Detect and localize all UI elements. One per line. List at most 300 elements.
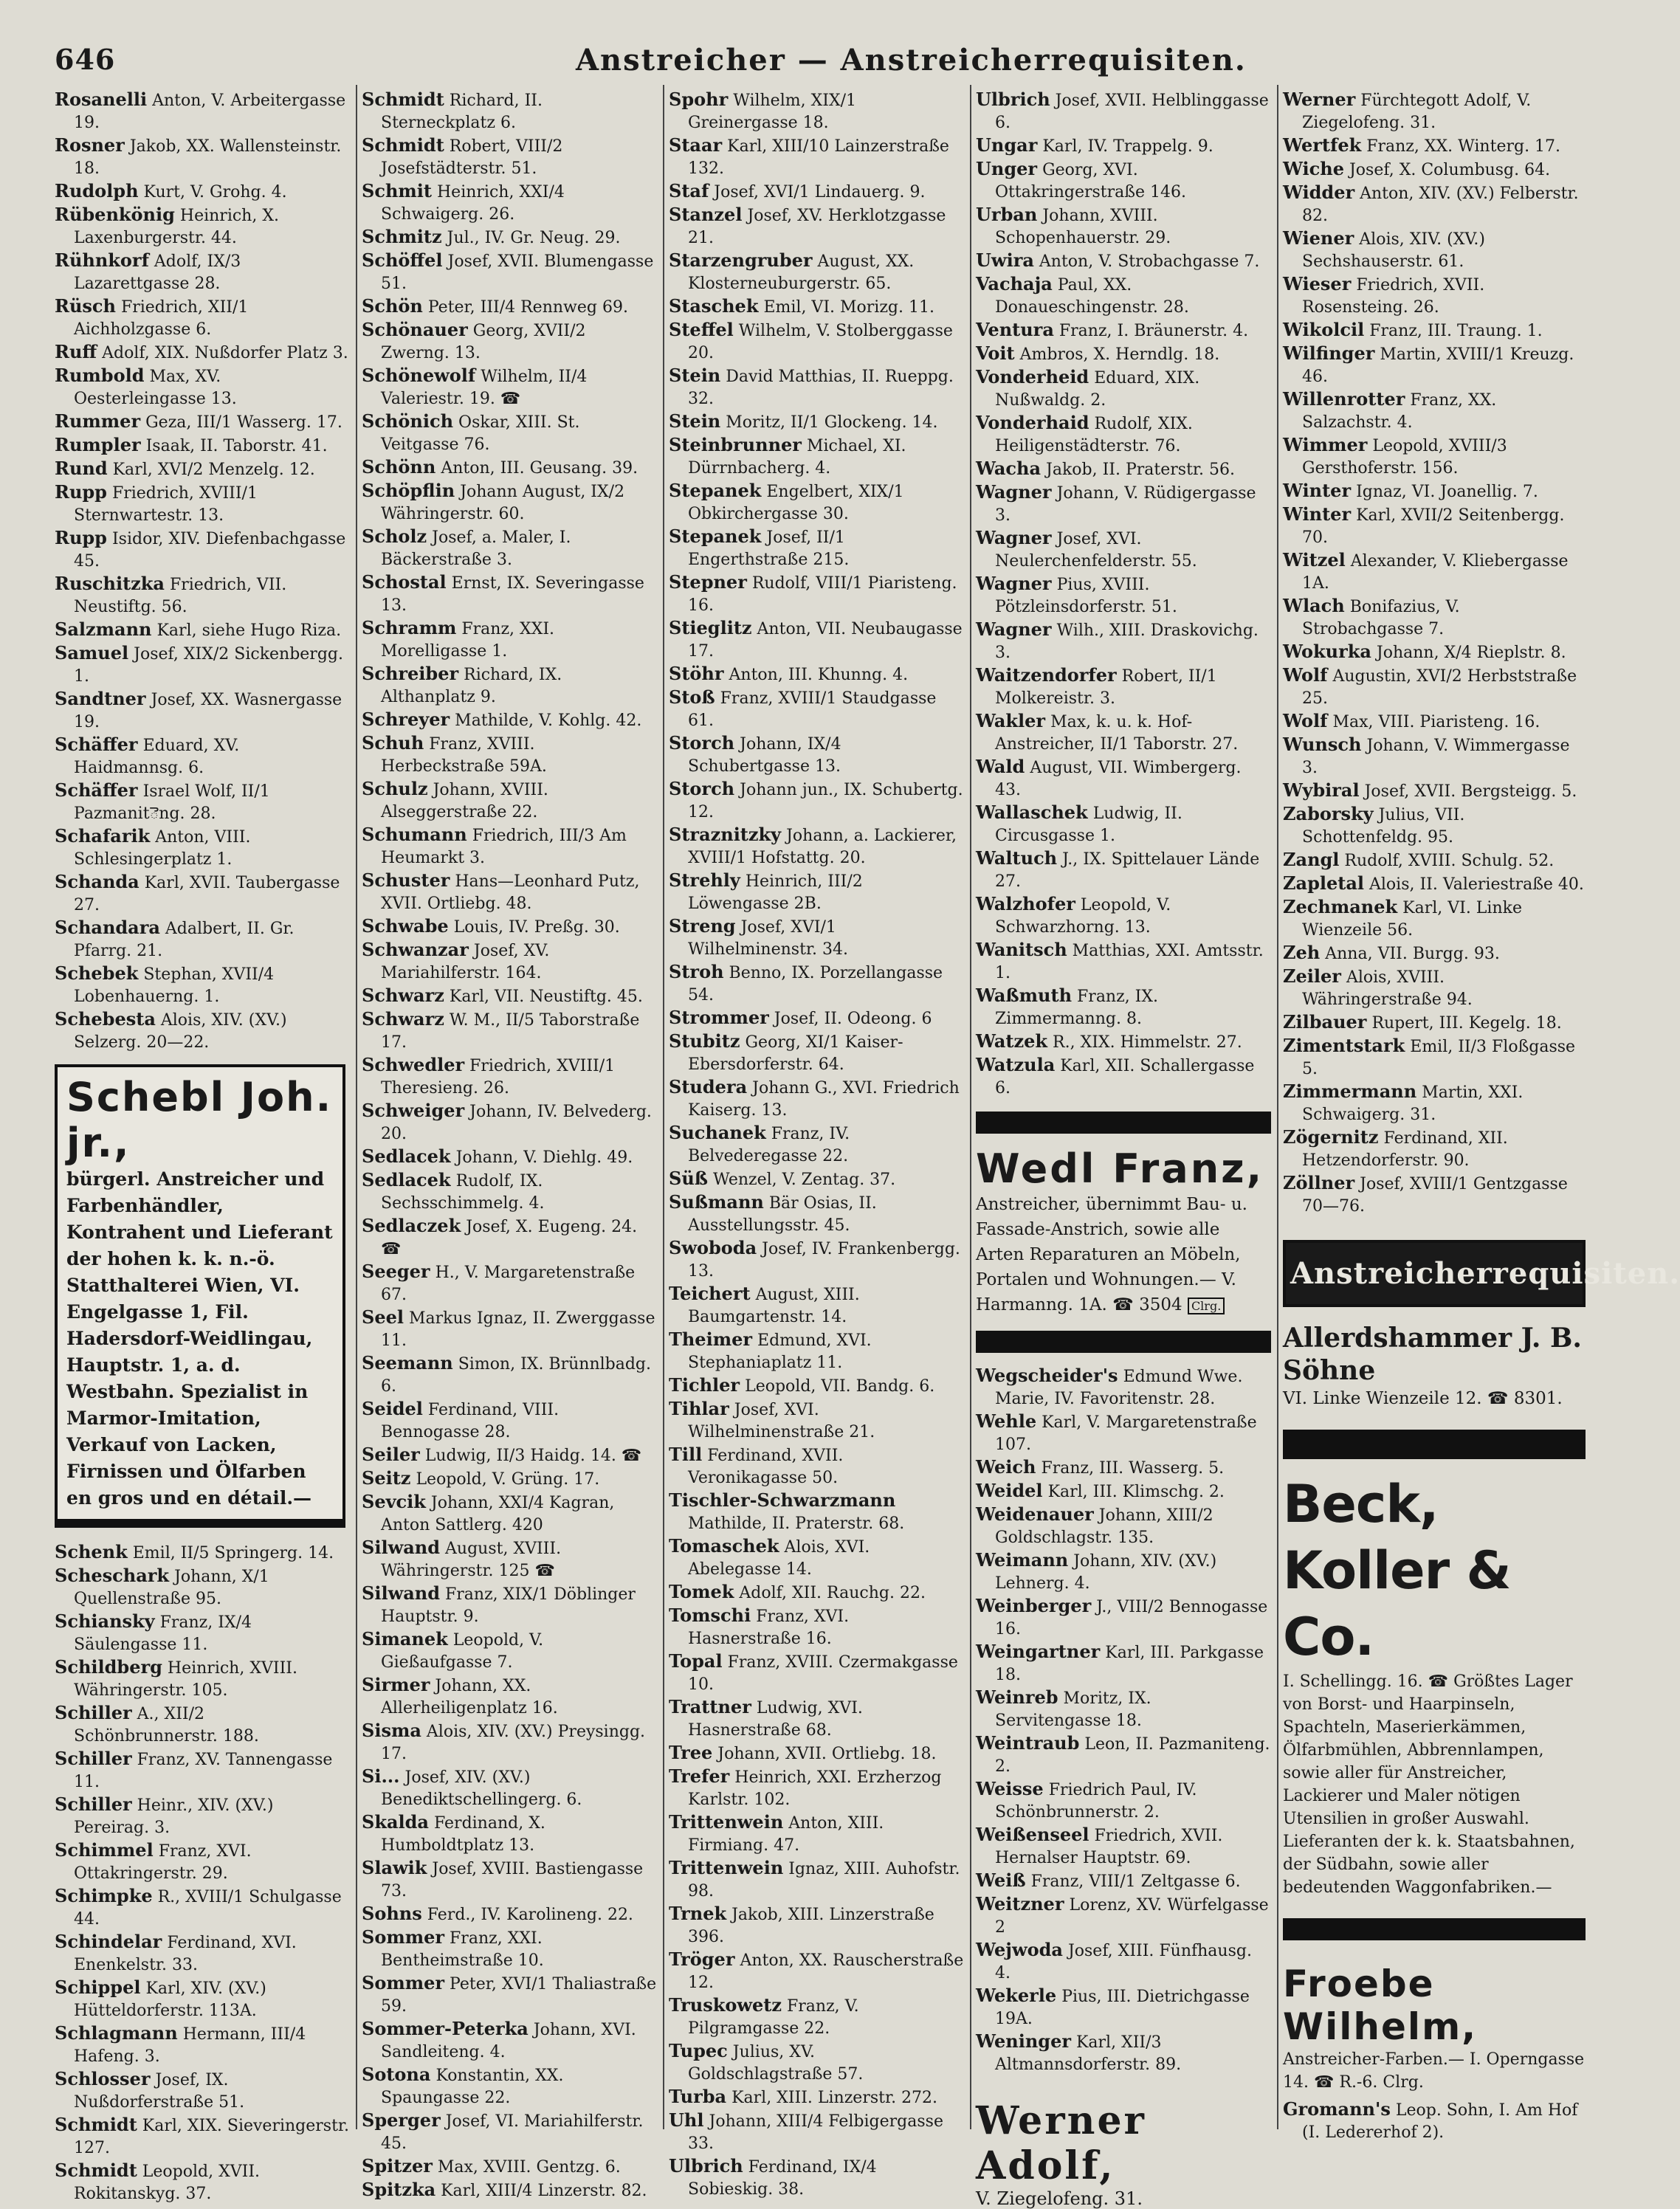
entry-name: Weinreb (976, 1686, 1058, 1708)
entry-details: Johann, IX/4 Schubertgasse 13. (688, 735, 841, 776)
entry-details: Josef, XIII. Fünfhausg. 4. (995, 1942, 1252, 1982)
list-item (362, 1765, 657, 1811)
entry-details: Karl, V. Margaretenstraße 107. (995, 1413, 1257, 1454)
entry-name: Schäffer (55, 734, 138, 755)
column-5 (1283, 89, 1680, 2142)
list-item (1283, 803, 1586, 849)
entry-details: August, XVIII. Währingerstr. 125 ☎ (381, 1540, 562, 1580)
entry-details: Michael, XI. Dürrnbacherg. 4. (688, 437, 906, 478)
entry-details: Pius, XVIII. Pötzleinsdorferstr. 51. (995, 576, 1177, 616)
entry-details: Josef, XIV. (XV.) Benediktschellingerg. 6. (381, 1768, 582, 1809)
entry-details: Jakob, XIII. Linzerstraße 396. (688, 1906, 934, 1946)
entry-name: Schenk (55, 1541, 128, 1562)
entry-name: Wacha (976, 458, 1042, 479)
entry-name: Wagner (976, 481, 1052, 503)
list-item (55, 89, 350, 134)
list-item (669, 1650, 964, 1696)
entry-name: Weninger (976, 2030, 1071, 2052)
entry-details: Josef, XVIII. Bastiengasse 73. (381, 1860, 644, 1900)
entry-details: Heinrich, III/2 Löwengasse 2B. (688, 872, 863, 913)
entry-name: Staschek (669, 295, 759, 317)
entry-details: Ignaz, XIII. Auhofstr. 98. (688, 1860, 960, 1900)
entry-details: Heinrich, XXI/4 Schwaigerg. 26. (381, 183, 565, 224)
entry-name: Wolf (1283, 664, 1328, 686)
list-item (55, 434, 350, 458)
entry-name: Steffel (669, 319, 734, 340)
entry-name: Schostal (362, 571, 447, 593)
list-item (362, 1145, 657, 1169)
section-header: Anstreicherrequisiten. (1283, 1240, 1586, 1307)
entry-details: Robert, VIII/2 Josefstädterstr. 51. (381, 137, 563, 178)
list-item (362, 134, 657, 180)
entry-details: Rudolf, IX. Sechsschimmelg. 4. (381, 1172, 545, 1213)
list-item (55, 365, 350, 410)
entry-details: Lorenz, XV. Würfelgasse 2 (995, 1896, 1269, 1937)
list-item (976, 1365, 1271, 1410)
entry-name: Uhl (669, 2109, 704, 2131)
entry-details: Alois, XVI. Abelegasse 14. (688, 1538, 870, 1579)
entry-name: Ungar (976, 134, 1038, 156)
entry-name: Weiß (976, 1869, 1026, 1891)
entry-details: Alois, XIV. (XV.) Selzerg. 20—22. (74, 1011, 287, 1052)
entry-name: Waßmuth (976, 985, 1073, 1006)
entry-name: Sotona (362, 2064, 431, 2085)
entry-name: Zilbauer (1283, 1011, 1367, 1033)
list-item (362, 1169, 657, 1215)
list-item (976, 273, 1271, 319)
entry-name: Spitzer (362, 2155, 433, 2177)
entry-name: Seel (362, 1306, 404, 1328)
list-item (669, 204, 964, 249)
entry-details: Richard, II. Sterneckplatz 6. (381, 92, 543, 132)
entry-name: Sohns (362, 1903, 422, 1924)
entry-details: Heinrich, X. Laxenburgerstr. 44. (74, 207, 279, 247)
entry-name: Zaborsky (1283, 803, 1374, 824)
entry-details: Pius, III. Dietrichgasse 19A. (995, 1988, 1250, 2028)
entry-details: Richard, IX. Althanplatz 9. (381, 666, 562, 706)
list-item (362, 2155, 657, 2179)
entry-details: Jakob, II. Praterstr. 56. (1046, 461, 1235, 479)
entry-details: H., V. Margaretenstraße 67. (381, 1264, 636, 1304)
entry-name: Wakler (976, 710, 1046, 731)
list-item (976, 1732, 1271, 1778)
list-item (55, 2114, 350, 2160)
entry-details: Karl, VI. Linke Wienzeile 56. (1302, 899, 1522, 940)
entry-details: Paul, XX. Donaueschingenstr. 28. (995, 276, 1189, 317)
list-item (976, 2030, 1271, 2076)
entry-details: Franz, XVIII. Czermakgasse 10. (688, 1653, 958, 1694)
entry-name: Stieglitz (669, 617, 752, 638)
entry-details: Josef, XVI/1 Wilhelminenstr. 34. (688, 918, 848, 959)
entry-details: Friedrich, III/3 Am Heumarkt 3. (381, 827, 627, 867)
entry-details: Franz, I. Bräunerstr. 4. (1058, 322, 1249, 340)
entry-details: Johann, V. Diehlg. 49. (455, 1148, 633, 1167)
list-item (976, 1480, 1271, 1503)
list-item (976, 527, 1271, 573)
list-item (976, 573, 1271, 618)
entry-name: Turba (669, 2086, 727, 2107)
entry-name: Strehly (669, 869, 740, 891)
list-item (976, 1985, 1271, 2030)
entry-details: Friedrich, XVIII/1 Theresieng. 26. (381, 1057, 616, 1097)
list-item (669, 319, 964, 365)
list-item (362, 1811, 657, 1857)
list-item (55, 1541, 350, 1565)
entry-name: Rupp (55, 527, 107, 548)
list-item (669, 1237, 964, 1283)
entry-details: Josef, II/1 Engerthstraße 215. (688, 528, 850, 569)
entry-name: Witzel (1283, 549, 1346, 571)
entry-name: Stroh (669, 961, 724, 982)
entry-details: Anton, V. Strobachgasse 7. (1039, 252, 1260, 271)
entry-name: Zechmanek (1283, 896, 1398, 917)
list-item (669, 1283, 964, 1328)
entry-details: Franz, XV. Tannengasse 11. (74, 1751, 333, 1791)
advertisement-werner-address: V. Ziegelofeng. 31. (976, 2188, 1143, 2209)
entry-details: Max, VIII. Piaristeng. 16. (1332, 713, 1540, 731)
entry-name: Wybiral (1283, 779, 1360, 801)
entry-details: Josef, IX. Nußdorferstraße 51. (74, 2071, 245, 2112)
list-item (1283, 2098, 1586, 2144)
entry-details: Karl, XIX. Sieveringerstr. 127. (74, 2117, 350, 2157)
entry-name: Weidenauer (976, 1503, 1094, 1525)
entry-list (1283, 89, 1586, 1218)
entry-details: Josef, XV. Herklotzgasse 21. (688, 207, 946, 247)
entry-details: Ferdinand, XVI. Enenkelstr. 33. (74, 1934, 297, 1974)
entry-details: Eduard, XIX. Nußwaldg. 2. (995, 369, 1200, 410)
entry-details: Leopold, VII. Bandg. 6. (745, 1377, 935, 1396)
entry-name: Wunsch (1283, 734, 1362, 755)
entry-name: Silwand (362, 1537, 441, 1558)
entry-name: Seeger (362, 1261, 430, 1282)
entry-details: Rudolf, XIX. Heiligenstädterstr. 76. (995, 415, 1193, 455)
entry-details: Benno, IX. Porzellangasse 54. (688, 964, 943, 1004)
list-item (669, 2086, 964, 2109)
entry-name: Watzek (976, 1030, 1048, 1052)
entry-details: Georg, XVII/2 Zwerng. 13. (381, 322, 586, 362)
entry-name: Watzula (976, 1054, 1056, 1075)
entry-name: Strommer (669, 1007, 769, 1028)
entry-details: Leopold, V. Grüng. 17. (416, 1470, 600, 1489)
entry-details: Johann, XXI/4 Kagran, Anton Sattlerg. 420 (381, 1494, 615, 1534)
ad-title: Wedl Franz, (976, 1145, 1264, 1192)
entry-name: Rumpler (55, 434, 141, 455)
entry-name: Rosner (55, 134, 125, 156)
entry-name: Wagner (976, 527, 1052, 548)
list-item (669, 480, 964, 525)
list-item (362, 2179, 657, 2202)
list-item (976, 1054, 1271, 1100)
entry-name: Salzmann (55, 618, 152, 640)
column-rule (356, 85, 357, 2129)
entry-name: Schöffel (362, 249, 443, 271)
list-item (669, 1328, 964, 1374)
entry-details: Anna, VII. Burgg. 93. (1325, 945, 1500, 963)
ad-body: Anstreicher, übernimmt Bau- u. Fassade-Anstrich, sowie alle Arten Reparaturen an Möbeln, Portalen und Wohnungen.— V. Harmanng. 1A. ☎ 3504 Clrg. (976, 1195, 1247, 1314)
entry-name: Storch (669, 732, 735, 754)
entry-name: Tomschi (669, 1605, 751, 1626)
entry-details: Johann jun., IX. Schubertg. 12. (688, 781, 963, 821)
entry-name: Rund (55, 458, 108, 479)
entry-name: Weisse (976, 1778, 1044, 1799)
entry-name: Ruschitzka (55, 573, 165, 594)
entry-details: Isidor, XIV. Diefenbachgasse 45. (74, 530, 346, 571)
entry-name: Storch (669, 778, 735, 799)
entry-name: Wehle (976, 1410, 1037, 1432)
entry-name: Wiche (1283, 158, 1344, 179)
entry-details: Karl, XIII/4 Linzerstr. 82. (441, 2182, 647, 2200)
list-item (669, 778, 964, 824)
entry-details: Friedrich, VII. Neustiftg. 56. (74, 576, 287, 616)
entry-name: Simanek (362, 1628, 448, 1650)
entry-details: Augustin, XVI/2 Herbststraße 25. (1302, 667, 1577, 708)
entry-details: Johann, a. Lackierer, XVIII/1 Hofstattg. 20. (688, 827, 957, 867)
list-item (362, 1972, 657, 2018)
entry-details: Leon, II. Pazmaniteng. 2. (995, 1735, 1270, 1776)
entry-details: Leopold, V. Schwarzhorng. 13. (995, 896, 1171, 937)
entry-name: Wejwoda (976, 1939, 1063, 1960)
entry-name: Stepanek (669, 480, 762, 501)
entry-details: Ferdinand, XVII. Veronikagasse 50. (688, 1447, 844, 1487)
list-item (1283, 664, 1586, 710)
entry-details: Josef, XVIII/1 Gentzgasse 70—76. (1302, 1175, 1568, 1216)
entry-list (362, 89, 657, 2202)
entry-name: Rummer (55, 410, 141, 432)
list-item (362, 295, 657, 319)
entry-details: Johann, X/1 Quellenstraße 95. (74, 1568, 269, 1608)
advertisement-beck-body: I. Schellingg. 16. ☎ Größtes Lager von Borst- und Haarpinseln, Spachteln, Maserierkämmen, Ölfarbmühlen, Abbrennlampen, sowie aller für Anstreicher, Lackierer und Maler nötigen Utensilien in großer Auswahl. Lieferanten der k. k. Staatsbahnen, der Südbahn, sowie aller bedeutenden Waggonfabriken.— (1283, 1672, 1575, 1897)
list-item (55, 2022, 350, 2068)
entry-details: Karl, IV. Trappelg. 9. (1042, 137, 1213, 156)
entry-name: Wagner (976, 573, 1052, 594)
entry-details: Johann, XX. Allerheiligenplatz 16. (381, 1677, 558, 1717)
list-item (1283, 779, 1586, 803)
entry-details: Johann, XIV. (XV.) Lehnerg. 4. (995, 1552, 1217, 1593)
column-4 (976, 89, 1271, 2209)
list-item (362, 2018, 657, 2064)
entry-details: Wilhelm, V. Stolberggasse 20. (688, 322, 953, 362)
entry-name: Skalda (362, 1811, 429, 1833)
list-item (55, 825, 350, 871)
entry-name: Schafarik (55, 825, 151, 847)
entry-details: Ludwig, II. Circusgasse 1. (995, 804, 1182, 845)
list-item (362, 1674, 657, 1720)
entry-name: Schönn (362, 456, 436, 478)
entry-name: Schön (362, 295, 423, 317)
entry-details: Franz, IV. Belvederegasse 22. (688, 1125, 850, 1165)
entry-details: Emil, II/5 Springerg. 14. (132, 1544, 334, 1562)
entry-name: Stein (669, 410, 721, 432)
entry-details: Franz, XXI. Morelligasse 1. (381, 620, 555, 661)
entry-details: Leopold, V. Gießaufgasse 7. (381, 1631, 544, 1672)
list-item (669, 915, 964, 961)
list-item (976, 893, 1271, 939)
entry-name: Sedlacek (362, 1169, 451, 1190)
entry-details: Georg, XI/1 Kaiser-Ebersdorferstr. 64. (688, 1033, 903, 1074)
entry-name: Rupp (55, 481, 107, 503)
entry-name: Rühnkorf (55, 249, 149, 271)
list-item (55, 341, 350, 365)
entry-details: Johann, XVIII. Alseggerstraße 22. (381, 781, 548, 821)
list-item (362, 1467, 657, 1491)
list-item (55, 962, 350, 1008)
list-item (362, 1054, 657, 1100)
entry-name: Schmitz (362, 226, 442, 247)
entry-details: Karl, XII/3 Altmannsdorferstr. 89. (995, 2033, 1182, 2074)
list-item (669, 1191, 964, 1237)
list-item (1283, 942, 1586, 965)
list-item (55, 458, 350, 481)
entry-name: Truskowetz (669, 1994, 782, 2016)
list-item (976, 1686, 1271, 1732)
entry-list (55, 1541, 350, 2205)
entry-name: Ulbrich (976, 89, 1050, 110)
list-item (1283, 1172, 1586, 1218)
entry-name: Zeiler (1283, 965, 1341, 987)
entry-details: Franz, XVI. Ottakringerstr. 29. (74, 1842, 252, 1883)
entry-name: Schandara (55, 917, 160, 938)
entry-name: Schiller (55, 1748, 132, 1769)
entry-name: Schmidt (55, 2160, 137, 2181)
entry-details: Ludwig, XVI. Hasnerstraße 68. (688, 1699, 863, 1740)
entry-name: Schindelar (55, 1931, 162, 1952)
entry-name: Tomek (669, 1581, 734, 1602)
list-item (669, 1374, 964, 1398)
list-item (55, 1931, 350, 1977)
list-item (55, 2068, 350, 2114)
entry-details: Bonifazius, V. Strobachgasse 7. (1302, 598, 1460, 638)
entry-details: Rupert, III. Kegelg. 18. (1371, 1014, 1562, 1033)
entry-name: Schebesta (55, 1008, 156, 1030)
entry-details: Friedrich, XVII. Rosensteing. 26. (1302, 276, 1485, 317)
entry-details: Alois, XIV. (XV.) Sechshauserstr. 61. (1302, 230, 1486, 271)
entry-name: Schulz (362, 778, 428, 799)
list-item (976, 1030, 1271, 1054)
entry-details: Josef, II. Odeong. 6 (774, 1010, 932, 1028)
entry-details: Alexander, V. Kliebergasse 1A. (1302, 552, 1569, 593)
entry-details: August, XX. Klosterneuburgerstr. 65. (688, 252, 915, 293)
entry-name: Tree (669, 1742, 713, 1763)
entry-name: Sußmann (669, 1191, 764, 1213)
advertisement-beck-title: Beck, Koller & Co. (1283, 1474, 1511, 1667)
list-item (362, 1008, 657, 1054)
entry-name: Weinberger (976, 1595, 1092, 1616)
entry-name: Weingartner (976, 1641, 1101, 1662)
ad-body: bürgerl. Anstreicher und Farbenhändler, Kontrahent und Lieferant der hohen k. k. n.-ö. Statthalterei Wien, VI. Engelgasse 1, Fil. Hadersdorf-Weidlingau, Hauptstr. 1, a. d. Westbahn. Spezialist in Marmor-Imitation, Verkauf von Lacken, Firnissen und Ölfarben en gros und en détail.— (66, 1168, 333, 1509)
entry-name: Stöhr (669, 663, 724, 684)
entry-details: Johann August, IX/2 Währingerstr. 60. (381, 483, 625, 523)
entry-details: Franz, IX/4 Säulengasse 11. (74, 1613, 252, 1654)
entry-name: Wekerle (976, 1985, 1057, 2006)
list-item (976, 847, 1271, 893)
list-item (362, 1857, 657, 1903)
list-item (1283, 595, 1586, 641)
entry-name: Werner (1283, 89, 1356, 110)
divider-bar (1283, 1918, 1586, 1940)
entry-details: Karl, XVII. Taubergasse 27. (74, 874, 340, 914)
entry-details: Edmund Wwe. Marie, IV. Favoritenstr. 28. (995, 1368, 1243, 1408)
entry-name: Sevcik (362, 1491, 426, 1512)
entry-name: Schmidt (362, 89, 444, 110)
entry-details: Franz, XVI. Hasnerstraße 16. (688, 1607, 850, 1648)
entry-name: Schebek (55, 962, 139, 984)
entry-name: Schreiber (362, 663, 459, 684)
list-item (55, 642, 350, 688)
entry-name: Studera (669, 1076, 748, 1097)
entry-name: Wolf (1283, 710, 1328, 731)
entry-details: Johann, XVII. Ortliebg. 18. (717, 1745, 937, 1763)
entry-name: Schlagmann (55, 2022, 178, 2044)
entry-details: Hermann, III/4 Hafeng. 3. (74, 2025, 306, 2066)
entry-name: Zeh (1283, 942, 1321, 963)
entry-details: Simon, IX. Brünnlbadg. 6. (381, 1355, 652, 1396)
entry-name: Walzhofer (976, 893, 1075, 914)
list-item (55, 917, 350, 962)
entry-name: Sperger (362, 2109, 441, 2131)
entry-name: Widder (1283, 182, 1355, 203)
list-item (362, 410, 657, 456)
list-item (976, 249, 1271, 273)
entry-details: August, VII. Wimbergerg. 43. (995, 759, 1242, 799)
entry-details: Karl, III. Parkgasse 18. (995, 1644, 1264, 1684)
list-item (1283, 319, 1586, 342)
entry-name: Schwabe (362, 915, 449, 937)
entry-name: Weißenseel (976, 1824, 1089, 1845)
entry-details: Anton, III. Khunng. 4. (729, 666, 909, 684)
advertisement-schebl (55, 1064, 345, 1528)
entry-name: Straznitzky (669, 824, 782, 845)
entry-name: Tomaschek (669, 1535, 779, 1557)
entry-name: Starzengruber (669, 249, 813, 271)
advertisement-allers-title: Allerdshammer J. B. Söhne (1283, 1323, 1582, 1386)
list-item (362, 571, 657, 617)
entry-name: Zangl (1283, 849, 1340, 870)
list-item (362, 249, 657, 295)
entry-details: Johann, IV. Belvederg. 20. (381, 1103, 652, 1143)
list-item (669, 2040, 964, 2086)
entry-name: Schanda (55, 871, 140, 892)
list-item (669, 961, 964, 1007)
list-item (55, 527, 350, 573)
list-item (55, 688, 350, 734)
entry-details: Leopold, XVII. Rokitanskyg. 37. (74, 2163, 261, 2203)
entry-name: Vachaja (976, 273, 1053, 294)
entry-details: Matthias, XXI. Amtsstr. 1. (995, 942, 1264, 982)
list-item (55, 1656, 350, 1702)
column-3 (669, 89, 964, 2199)
list-item (362, 1628, 657, 1674)
list-item (976, 89, 1271, 134)
list-item (362, 365, 657, 410)
entry-details: Engelbert, XIX/1 Obkirchergasse 30. (688, 483, 904, 523)
entry-name: Samuel (55, 642, 129, 664)
list-item (362, 824, 657, 869)
list-item (55, 249, 350, 295)
entry-details: Josef, XV. Mariahilferstr. 164. (381, 942, 550, 982)
list-item (976, 158, 1271, 204)
entry-details: Ferdinand, VIII. Bennogasse 28. (381, 1401, 560, 1441)
list-item (362, 2109, 657, 2155)
list-item (976, 1778, 1271, 1824)
list-item (362, 617, 657, 663)
entry-name: Ulbrich (669, 2155, 743, 2177)
entry-name: Tischler-Schwarzmann (669, 1489, 896, 1511)
entry-name: Trattner (669, 1696, 751, 1717)
list-item (55, 1977, 350, 2022)
entry-details: Ignaz, VI. Joanellig. 7. (1356, 483, 1538, 501)
list-item (1283, 158, 1586, 182)
entry-details: David Matthias, II. Rueppg. 32. (688, 368, 954, 408)
